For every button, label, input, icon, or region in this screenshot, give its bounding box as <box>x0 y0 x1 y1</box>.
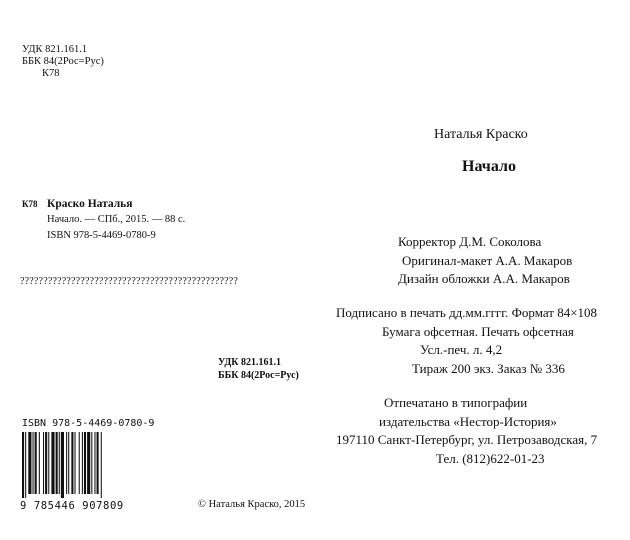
print-info-block <box>336 304 597 378</box>
copyright: © Наталья Краско, 2015 <box>198 499 306 510</box>
bbk-code-bottom: ББК 84(2Рос=Рус) <box>218 370 299 381</box>
barcode-bar <box>48 432 49 494</box>
barcode-bar <box>101 432 102 498</box>
card-author-mark: К78 <box>22 199 38 209</box>
barcode-digits: 9 785446 907809 <box>20 500 124 512</box>
barcode-bar <box>66 432 67 494</box>
udk-code: УДК 821.161.1 <box>22 44 88 55</box>
barcode-bar <box>28 432 31 494</box>
barcode-bar <box>39 432 40 494</box>
typo-address: 197110 Санкт-Петербург, ул. Петрозаводская, 7 <box>336 432 598 447</box>
author-mark: К78 <box>42 68 60 79</box>
barcode-bar <box>84 432 86 494</box>
credit-cover-design: Дизайн обложки А.А. Макаров <box>398 271 570 286</box>
card-isbn: ISBN 978-5-4469-0780-9 <box>47 230 156 241</box>
typo-publisher: издательства «Нестор-История» <box>379 413 557 429</box>
barcode-bar <box>87 432 90 494</box>
barcode-bar <box>33 432 34 494</box>
catalog-card <box>22 196 185 244</box>
credit-layout: Оригинал-макет А.А. Макаров <box>402 252 573 268</box>
barcode-bar <box>25 432 26 498</box>
barcode-bar <box>71 432 73 494</box>
barcode-bar <box>94 432 95 494</box>
barcode-bar <box>97 432 99 494</box>
annotation-placeholder: ??????????????????????????????????????????????? <box>20 276 239 287</box>
barcode-bar <box>45 432 47 494</box>
barcode-bar <box>82 432 83 494</box>
typo-printed: Отпечатано в типографии <box>384 395 528 410</box>
barcode-bar <box>68 432 69 494</box>
barcode-bar <box>35 432 37 494</box>
udk-bbk-top <box>22 44 104 80</box>
print-paper: Бумага офсетная. Печать офсетная <box>382 323 574 339</box>
barcode-bar <box>56 432 58 494</box>
udk-bbk-bottom <box>218 356 299 382</box>
bbk-code: ББК 84(2Рос=Рус) <box>22 56 104 67</box>
print-sheets: Усл.-печ. л. 4,2 <box>420 342 503 357</box>
typography-block <box>336 394 597 468</box>
barcode-bar <box>51 432 54 494</box>
barcode-bar <box>61 432 64 498</box>
credits-block <box>398 233 572 289</box>
udk-code-bottom: УДК 821.161.1 <box>218 357 281 368</box>
barcode-isbn-label: ISBN 978-5-4469-0780-9 <box>22 418 155 429</box>
book-title: Начало <box>462 158 516 175</box>
print-run: Тираж 200 экз. Заказ № 336 <box>412 360 565 376</box>
barcode-bar <box>59 432 60 494</box>
barcode-bar <box>75 432 76 494</box>
barcode-bar <box>91 432 92 494</box>
card-description: Начало. — СПб., 2015. — 88 с. <box>47 214 186 225</box>
book-author: Наталья Краско <box>434 127 528 142</box>
credit-corrector: Корректор Д.М. Соколова <box>398 234 542 249</box>
typo-phone: Тел. (812)622-01-23 <box>436 450 545 466</box>
barcode-bar <box>79 432 80 494</box>
card-author: Краско Наталья <box>47 198 133 210</box>
isbn-barcode <box>20 432 132 498</box>
barcode-bar <box>43 432 44 494</box>
print-signed: Подписано в печать дд.мм.гггг. Формат 84×108 <box>336 305 598 320</box>
barcode-bar <box>22 432 24 498</box>
